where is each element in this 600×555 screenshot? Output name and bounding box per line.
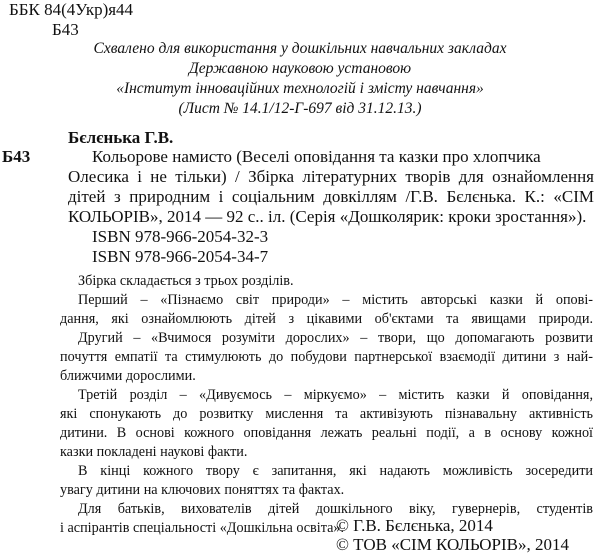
copyright-line: © ТОВ «СІМ КОЛЬОРІВ», 2014 [336, 535, 570, 554]
annotation-line: ближчими дорослими. [60, 368, 196, 384]
annotation-line: які спонукають до розвитку мислення та активізують пізнавальну активність [60, 406, 593, 422]
author-mark: Б43 [52, 20, 79, 39]
annotation-line: В кінці кожного твору є запитання, які надають можливість зосередити [78, 463, 593, 479]
annotation-line: і аспірантів спеціальності «Дошкільна освіта». [60, 520, 345, 536]
annotation-line: Для батьків, вихователів дітей дошкільного віку, гувернерів, студентів [78, 501, 593, 517]
annotation-line: Третій розділ – «Дивуємось – міркуємо» – містить казки й оповідання, [78, 387, 593, 403]
annotation-line: дитини. В основі кожного оповідання лежать реальні події, а в основу кожної [60, 425, 593, 441]
copyright-line: © Г.В. Бєлєнька, 2014 [336, 516, 493, 535]
approval-line: Схвалено для використання у дошкільних навчальних закладах [93, 40, 507, 57]
record-author: Бєлєнька Г.В. [68, 128, 174, 147]
annotation-line: дання, які ознайомлюють дітей з цікавими об'єктами та явищами природи. [60, 311, 593, 327]
approval-line: Державною науковою установою [188, 60, 412, 77]
record-line: КОЛЬОРІВ», 2014 — 92 с.. іл. (Серія «Дошколярик: кроки зростання»). [68, 207, 587, 226]
annotation-line: увагу дитини на ключових поняттях та фактах. [60, 482, 345, 498]
approval-line: (Лист № 14.1/12-Г-697 від 31.12.13.) [178, 100, 422, 117]
annotation-line: почуття емпатії та стимулюють до побудови партнерської взаємодії дитини з най- [60, 349, 593, 365]
annotation-line: Перший – «Пізнаємо світ природи» – містить авторські казки й опові- [78, 292, 593, 308]
isbn: ISBN 978-966-2054-32-3 [92, 227, 269, 246]
annotation-line: Другий – «Вчимося розуміти дорослих» – твори, що допомагають розвити [78, 330, 593, 346]
approval-line: «Інститут інноваційних технологій і змісту навчання» [116, 80, 484, 97]
isbn: ISBN 978-966-2054-34-7 [92, 247, 269, 266]
record-code: Б43 [2, 147, 31, 166]
record-line: дітей з природним і соціальним довкіллям /Г.В. Бєлєнька. К.: «СІМ [68, 187, 594, 206]
annotation-line: Збірка складається з трьох розділів. [78, 273, 294, 289]
record-line: Кольорове намисто (Веселі оповідання та казки про хлопчика [92, 147, 541, 166]
record-line: Олесика і не тільки) / Збірка літературних творів для ознайомлення [68, 167, 594, 186]
bbk-index: ББК 84(4Укр)я44 [9, 0, 134, 19]
annotation-line: казки покладені наукові факти. [60, 444, 248, 460]
